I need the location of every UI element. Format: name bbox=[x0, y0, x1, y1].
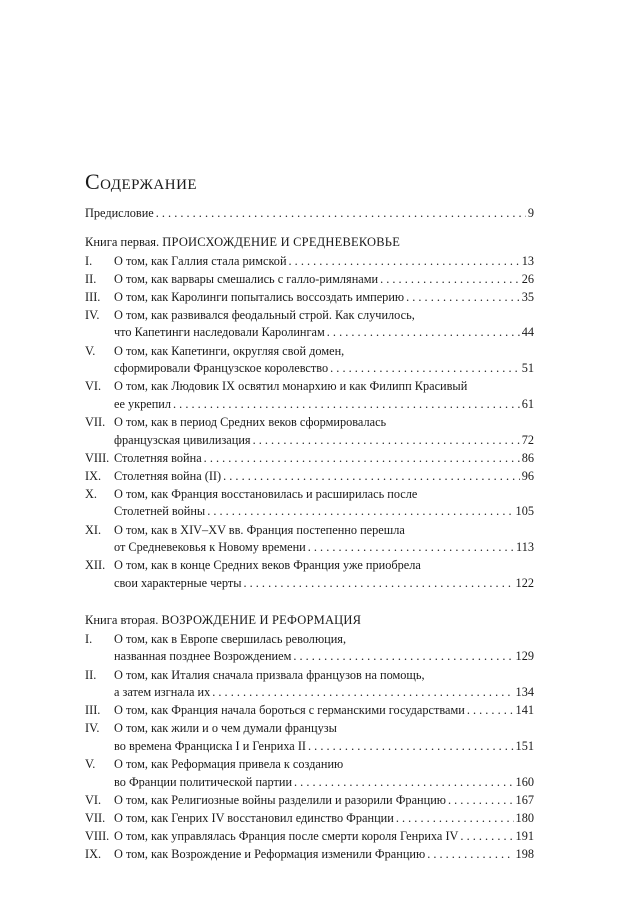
page-number: 96 bbox=[521, 468, 534, 483]
chapter-number: IX. bbox=[85, 847, 102, 861]
entry-title: что Капетинги наследовали Каролингам bbox=[114, 325, 325, 340]
chapter-title-line bbox=[114, 307, 534, 325]
entry-title: названная позднее Возрождением bbox=[114, 649, 292, 664]
dot-leader bbox=[204, 450, 520, 468]
chapter-body bbox=[114, 343, 534, 378]
page-number: 35 bbox=[521, 289, 534, 304]
chapter-title-line bbox=[114, 774, 534, 792]
chapter-number: VII. bbox=[85, 810, 106, 825]
toc-entry[interactable] bbox=[85, 667, 534, 702]
chapter-title-line bbox=[114, 360, 534, 378]
chapter-number: IV. bbox=[85, 721, 100, 736]
dot-leader bbox=[467, 702, 514, 720]
page-number: 167 bbox=[515, 792, 534, 807]
entry-title: французская цивилизация bbox=[114, 432, 251, 447]
chapter-title-line bbox=[114, 486, 534, 504]
page-number: 160 bbox=[515, 774, 534, 789]
toc-entry[interactable] bbox=[85, 846, 534, 864]
entry-title: О том, как Галлия стала римской bbox=[114, 253, 287, 268]
toc-entry[interactable] bbox=[85, 792, 534, 810]
chapter-title-line bbox=[114, 648, 534, 666]
chapter-title-line bbox=[114, 271, 534, 289]
toc-entry[interactable] bbox=[85, 631, 534, 666]
dot-leader bbox=[327, 324, 520, 342]
toc-entry[interactable] bbox=[85, 450, 534, 468]
page-number: 9 bbox=[527, 206, 534, 220]
page-number: 191 bbox=[515, 828, 534, 843]
chapter-title-line bbox=[114, 414, 534, 432]
dot-leader bbox=[308, 738, 514, 756]
entry-title: О том, как Реформация привела к созданию bbox=[114, 757, 344, 772]
entry-title: О том, как Генрих IV восстановил единство Франции bbox=[114, 810, 394, 825]
chapter-body bbox=[114, 720, 534, 755]
entry-title: О том, как Италия сначала призвала французов на помощь, bbox=[114, 667, 425, 682]
chapter-title-line bbox=[114, 522, 534, 540]
toc-entry[interactable] bbox=[85, 468, 534, 486]
chapter-title-line bbox=[114, 846, 534, 864]
chapter-number: VII. bbox=[85, 414, 106, 429]
toc-entry-preface[interactable] bbox=[85, 205, 534, 223]
chapter-body bbox=[114, 450, 534, 468]
entry-title: О том, как Капетинги, округляя свой домен, bbox=[114, 343, 345, 358]
chapter-number: VI. bbox=[85, 792, 102, 807]
entry-title: О том, как в XIV–XV вв. Франция постепенно перешла bbox=[114, 522, 405, 537]
book-name: ВОЗРОЖДЕНИЕ И РЕФОРМАЦИЯ bbox=[161, 612, 362, 627]
dot-leader bbox=[427, 846, 513, 864]
chapter-body bbox=[114, 631, 534, 666]
toc-entry[interactable] bbox=[85, 289, 534, 307]
dot-leader bbox=[448, 792, 514, 810]
chapter-number: XII. bbox=[85, 558, 106, 573]
page-number: 61 bbox=[521, 396, 534, 411]
chapter-body bbox=[114, 667, 534, 702]
toc-entry[interactable] bbox=[85, 343, 534, 378]
book-prefix: Книга вторая. bbox=[85, 612, 159, 627]
entry-title: О том, как в конце Средних веков Франция уже приобрела bbox=[114, 558, 421, 573]
chapter-number: VIII. bbox=[85, 450, 110, 465]
chapter-body bbox=[114, 307, 534, 342]
dot-leader bbox=[207, 503, 513, 521]
book-section bbox=[85, 233, 534, 593]
chapter-title-line bbox=[114, 343, 534, 361]
table-of-contents bbox=[85, 168, 534, 864]
chapter-body bbox=[114, 756, 534, 791]
chapter-body bbox=[114, 557, 534, 592]
chapter-title-line bbox=[114, 468, 534, 486]
page-number: 180 bbox=[515, 810, 534, 825]
chapter-number: IX. bbox=[85, 468, 102, 483]
chapter-body bbox=[114, 486, 534, 521]
chapter-title-line bbox=[114, 702, 534, 720]
chapter-number: VI. bbox=[85, 379, 102, 394]
book-section bbox=[85, 611, 534, 864]
dot-leader bbox=[289, 253, 520, 271]
dot-leader bbox=[380, 271, 520, 289]
chapter-number: V. bbox=[85, 343, 96, 358]
page-number: 26 bbox=[521, 271, 534, 286]
toc-entry[interactable] bbox=[85, 522, 534, 557]
chapter-title-line bbox=[114, 810, 534, 828]
chapter-title-line bbox=[114, 720, 534, 738]
chapter-number: III. bbox=[85, 703, 101, 718]
chapter-body bbox=[114, 289, 534, 307]
book-heading bbox=[85, 611, 534, 629]
entry-title: свои характерные черты bbox=[114, 575, 242, 590]
chapter-body bbox=[114, 378, 534, 413]
dot-leader bbox=[212, 684, 513, 702]
entry-title: О том, как Каролинги попытались воссоздать империю bbox=[114, 289, 405, 304]
toc-entry[interactable] bbox=[85, 557, 534, 592]
dot-leader bbox=[156, 205, 526, 223]
entry-title: О том, как Религиозные войны разделили и разорили Францию bbox=[114, 792, 446, 807]
chapter-title-line bbox=[114, 450, 534, 468]
chapter-body bbox=[114, 253, 534, 271]
toc-entry[interactable] bbox=[85, 307, 534, 342]
chapter-title-line bbox=[114, 575, 534, 593]
entry-title: Столетняя война bbox=[114, 450, 202, 465]
toc-entry[interactable] bbox=[85, 378, 534, 413]
page-number: 86 bbox=[521, 450, 534, 465]
chapter-title-line bbox=[114, 667, 534, 685]
chapter-body bbox=[114, 846, 534, 864]
chapter-title-line bbox=[114, 631, 534, 649]
entry-title: Столетняя война (II) bbox=[114, 468, 222, 483]
dot-leader bbox=[173, 396, 520, 414]
chapter-body bbox=[114, 810, 534, 828]
dot-leader bbox=[243, 575, 513, 593]
page-title: Содержание bbox=[85, 169, 198, 194]
chapter-number: V. bbox=[85, 757, 96, 772]
page-number: 134 bbox=[515, 685, 534, 700]
chapter-title-line bbox=[114, 503, 534, 521]
chapter-title-line bbox=[114, 828, 534, 846]
books bbox=[85, 233, 534, 864]
chapter-number: VIII. bbox=[85, 828, 110, 843]
page-number: 141 bbox=[515, 703, 534, 718]
toc-entry[interactable] bbox=[85, 253, 534, 271]
chapter-title-line bbox=[114, 432, 534, 450]
entry-title: О том, как в Европе свершилась революция, bbox=[114, 631, 347, 646]
page-number: 72 bbox=[521, 432, 534, 447]
chapter-body bbox=[114, 468, 534, 486]
toc-entry[interactable] bbox=[85, 810, 534, 828]
toc-entry[interactable] bbox=[85, 414, 534, 449]
page-number: 198 bbox=[515, 847, 534, 861]
page-number: 113 bbox=[516, 540, 534, 555]
chapter-title-line bbox=[114, 253, 534, 271]
chapter-title-line bbox=[114, 792, 534, 810]
chapter-number: III. bbox=[85, 289, 101, 304]
toc-entry[interactable] bbox=[85, 756, 534, 791]
dot-leader bbox=[330, 360, 520, 378]
chapter-title-line bbox=[114, 289, 534, 307]
entry-title: О том, как управлялась Франция после смерти короля Генриха IV bbox=[114, 828, 459, 843]
book-heading bbox=[85, 233, 534, 251]
toc-entry[interactable] bbox=[85, 720, 534, 755]
dot-leader bbox=[460, 828, 513, 846]
page-number: 44 bbox=[521, 325, 534, 340]
entry-title: О том, как развивался феодальный строй. Как случилось, bbox=[114, 307, 415, 322]
chapter-title-line bbox=[114, 684, 534, 702]
entry-title: О том, как Франция начала бороться с германскими государствами bbox=[114, 703, 465, 718]
entry-title: О том, как жили и о чем думали французы bbox=[114, 721, 337, 736]
entry-title: ее укрепил bbox=[114, 396, 172, 411]
page-number: 105 bbox=[515, 504, 534, 519]
section-spacer bbox=[85, 593, 534, 611]
chapter-number: II. bbox=[85, 667, 97, 682]
book-name: ПРОИСХОЖДЕНИЕ И СРЕДНЕВЕКОВЬЕ bbox=[162, 234, 401, 249]
chapter-title-line bbox=[114, 756, 534, 774]
chapter-body bbox=[114, 271, 534, 289]
chapter-title-line bbox=[114, 738, 534, 756]
chapter-title-line bbox=[114, 539, 534, 557]
chapter-number: I. bbox=[85, 631, 93, 646]
chapter-number: I. bbox=[85, 253, 93, 268]
entry-title: от Средневековья к Новому времени bbox=[114, 540, 306, 555]
chapter-number: IV. bbox=[85, 307, 100, 322]
entry-title: Предисловие bbox=[85, 206, 154, 220]
chapter-number: X. bbox=[85, 486, 97, 501]
chapter-number: XI. bbox=[85, 522, 102, 537]
entry-title: Столетней войны bbox=[114, 504, 206, 519]
dot-leader bbox=[223, 468, 520, 486]
toc-entry[interactable] bbox=[85, 271, 534, 289]
entry-title: О том, как Франция восстановилась и расширилась после bbox=[114, 486, 418, 501]
entry-title: во времена Франциска I и Генриха II bbox=[114, 738, 307, 753]
chapter-title-line bbox=[114, 557, 534, 575]
book-prefix: Книга первая. bbox=[85, 234, 160, 249]
chapter-body bbox=[114, 702, 534, 720]
entry-title: во Франции политической партии bbox=[114, 774, 293, 789]
entry-title: а затем изгнала их bbox=[114, 685, 211, 700]
chapter-body bbox=[114, 522, 534, 557]
dot-leader bbox=[406, 289, 520, 307]
entry-title: О том, как Людовик IX освятил монархию и как Филипп Красивый bbox=[114, 379, 468, 394]
chapter-title-line bbox=[114, 324, 534, 342]
dot-leader bbox=[396, 810, 514, 828]
dot-leader bbox=[294, 774, 514, 792]
toc-entry[interactable] bbox=[85, 702, 534, 720]
chapter-body bbox=[114, 828, 534, 846]
dot-leader bbox=[308, 539, 514, 557]
page-number: 122 bbox=[515, 575, 534, 590]
entry-title: О том, как в период Средних веков сформировалась bbox=[114, 414, 387, 429]
page-number: 129 bbox=[515, 649, 534, 664]
chapter-title-line bbox=[114, 396, 534, 414]
toc-entry[interactable] bbox=[85, 828, 534, 846]
chapter-body bbox=[114, 414, 534, 449]
entry-title: О том, как варвары смешались с галло-римлянами bbox=[114, 271, 379, 286]
chapter-number: II. bbox=[85, 271, 97, 286]
page-number: 13 bbox=[521, 253, 534, 268]
page-number: 51 bbox=[521, 361, 534, 376]
entry-title: сформировали Французское королевство bbox=[114, 361, 329, 376]
chapter-body bbox=[114, 792, 534, 810]
toc-entry[interactable] bbox=[85, 486, 534, 521]
entry-title: О том, как Возрождение и Реформация изменили Францию bbox=[114, 847, 426, 861]
dot-leader bbox=[293, 648, 513, 666]
dot-leader bbox=[253, 432, 520, 450]
page-number: 151 bbox=[515, 738, 534, 753]
chapter-title-line bbox=[114, 378, 534, 396]
